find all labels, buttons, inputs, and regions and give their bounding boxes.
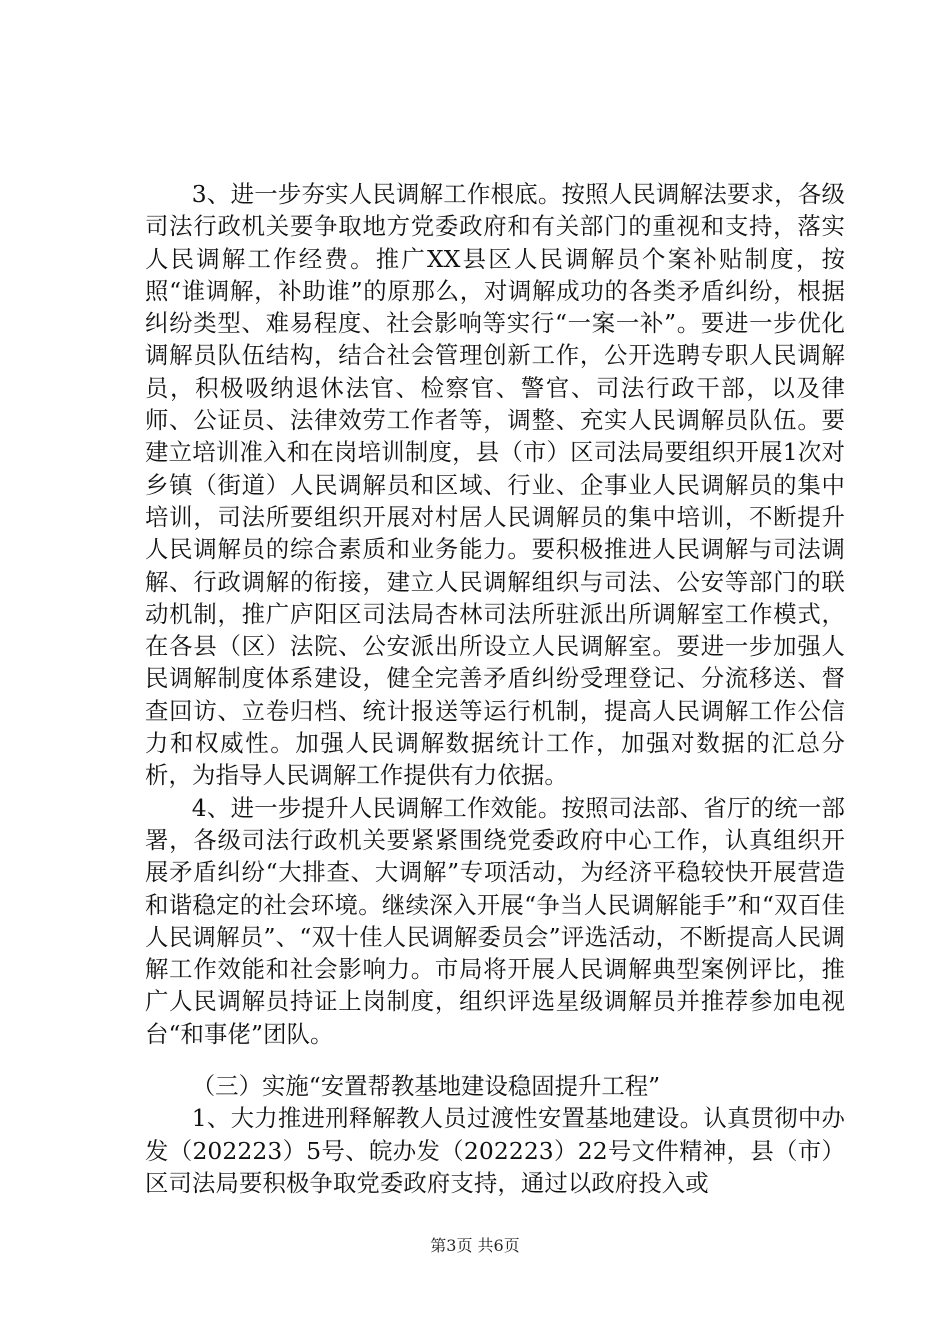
paragraph-resettlement-base: 1、大力推进刑释解教人员过渡性安置基地建设。认真贯彻中办发（202223）5号、皖办发（202223）22号文件精神，县（市）区司法局要积极争取党委政府支持，通过以政府投入或 xyxy=(145,1104,845,1197)
page-number: 第3页 共6页 xyxy=(430,1236,520,1255)
page-footer xyxy=(0,1236,950,1256)
section-heading-resettlement: （三）实施“安置帮教基地建设稳固提升工程” xyxy=(191,1072,661,1101)
document-body xyxy=(145,178,845,1199)
paragraph-mediation-foundation: 3、进一步夯实人民调解工作根底。按照人民调解法要求，各级司法行政机关要争取地方党委政府和有关部门的重视和支持，落实人民调解工作经费。推广XX县区人民调解员个案补贴制度，按照“谁调解，补助谁”的原那么，对调解成功的各类矛盾纠纷，根据纠纷类型、难易程度、社会影响等实行“一案一补”。要进一步优化调解员队伍结构，结合社会管理创新工作，公开选聘专职人民调解员，积极吸纳退休法官、检察官、警官、司法行政干部，以及律师、公证员、法律效劳工作者等，调整、充实人民调解员队伍。要建立培训准入和在岗培训制度，县（市）区司法局要组织开展1次对乡镇（街道）人民调解员和区域、行业、企事业人民调解员的集中培训，司法所要组织开展对村居人民调解员的集中培训，不断提升人民调解员的综合素质和业务能力。要积极推进人民调解与司法调解、行政调解的衔接，建立人民调解组织与司法、公安等部门的联动机制，推广庐阳区司法局杏林司法所驻派出所调解室工作模式，在各县（区）法院、公安派出所设立人民调解室。要进一步加强人民调解制度体系建设，健全完善矛盾纠纷受理登记、分流移送、督查回访、立卷归档、统计报送等运行机制，提高人民调解工作公信力和权威性。加强人民调解数据统计工作，加强对数据的汇总分析，为指导人民调解工作提供有力依据。 xyxy=(145,180,845,790)
paragraph-mediation-effectiveness: 4、进一步提升人民调解工作效能。按照司法部、省厅的统一部署，各级司法行政机关要紧紧围绕党委政府中心工作，认真组织开展矛盾纠纷“大排查、大调解”专项活动，为经济平稳较快开展营造和谐稳定的社会环境。继续深入开展“争当人民调解能手”和“双百佳人民调解员”、“双十佳人民调解委员会”评选活动，不断提高人民调解工作效能和社会影响力。市局将开展人民调解典型案例评比，推广人民调解员持证上岗制度，组织评选星级调解员并推荐参加电视台“和事佬”团队。 xyxy=(145,793,845,1048)
